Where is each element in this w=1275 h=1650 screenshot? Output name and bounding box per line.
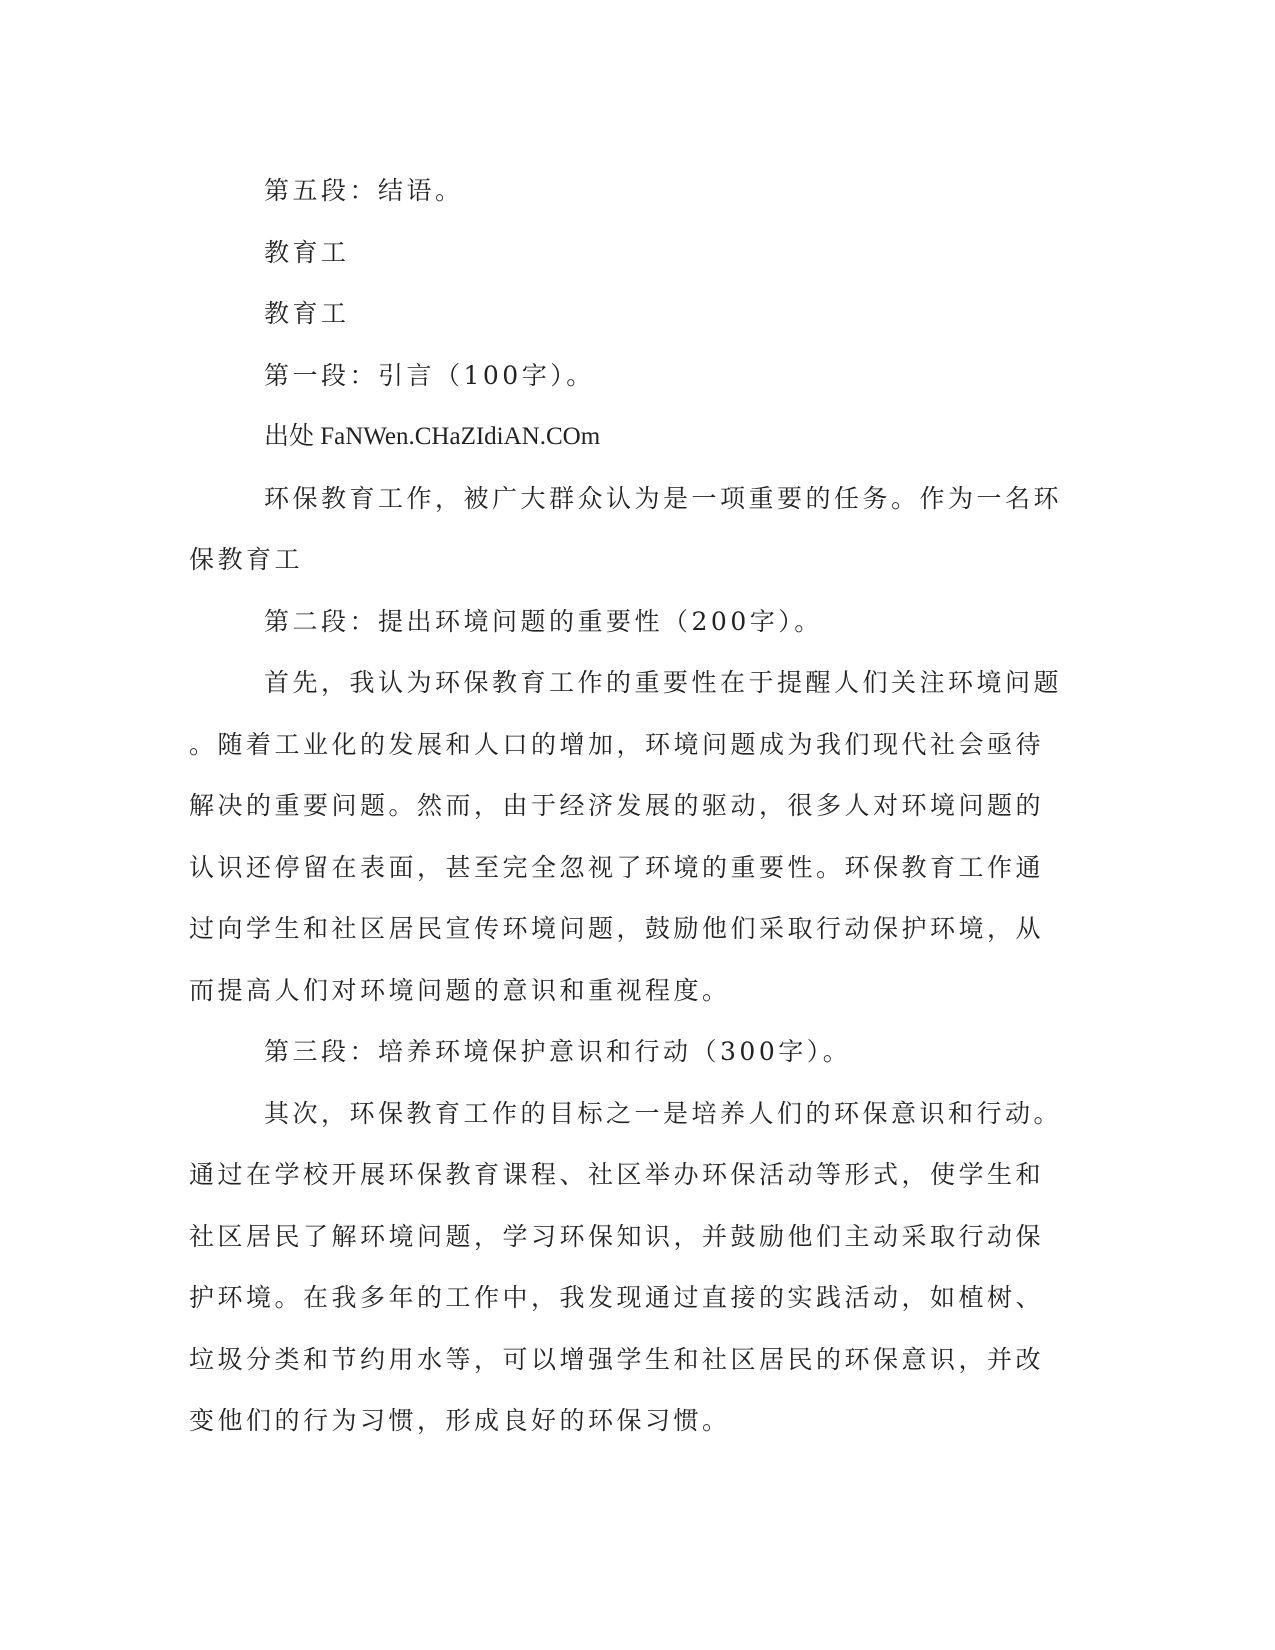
source-line: 出处 FaNWen.CHaZIdiAN.COm (264, 423, 601, 450)
paragraph-line: 社区居民了解环境问题，学习环保知识，并鼓励他们主动采取行动保 (189, 1221, 1045, 1251)
text-line: 教育工 (264, 299, 350, 328)
heading-section-5: 第五段：结语。 (264, 176, 464, 205)
paragraph-line: 过向学生和社区居民宣传环境问题，鼓励他们采取行动保护环境，从 (189, 914, 1045, 943)
text-line: 教育工 (264, 237, 350, 267)
document-body (189, 160, 1079, 1452)
paragraph-line: 解决的重要问题。然而，由于经济发展的驱动，很多人对环境问题的 (189, 791, 1045, 820)
paragraph-line: 认识还停留在表面，甚至完全忽视了环境的重要性。环保教育工作通 (189, 852, 1045, 882)
paragraph-line: 。随着工业化的发展和人口的增加，环境问题成为我们现代社会亟待 (189, 729, 1045, 759)
paragraph-line: 护环境。在我多年的工作中，我发现通过直接的实践活动，如植树、 (189, 1283, 1045, 1312)
paragraph-line: 垃圾分类和节约用水等，可以增强学生和社区居民的环保意识，并改 (189, 1344, 1045, 1374)
paragraph-line: 环保教育工作，被广大群众认为是一项重要的任务。作为一名环 (264, 483, 1063, 513)
paragraph-line: 其次，环保教育工作的目标之一是培养人们的环保意识和行动。 (264, 1098, 1063, 1128)
heading-section-2: 第二段：提出环境问题的重要性（200字）。 (264, 606, 823, 636)
paragraph-line: 首先，我认为环保教育工作的重要性在于提醒人们关注环境问题 (264, 668, 1063, 697)
paragraph-line: 通过在学校开展环保教育课程、社区举办环保活动等形式，使学生和 (189, 1160, 1045, 1189)
paragraph-line: 保教育工 (189, 545, 304, 574)
paragraph-line: 变他们的行为习惯，形成良好的环保习惯。 (189, 1406, 731, 1435)
paragraph-line: 而提高人们对环境问题的意识和重视程度。 (189, 975, 731, 1005)
heading-section-3: 第三段：培养环境保护意识和行动（300字）。 (264, 1037, 852, 1066)
heading-section-1: 第一段：引言（100字）。 (264, 360, 595, 390)
